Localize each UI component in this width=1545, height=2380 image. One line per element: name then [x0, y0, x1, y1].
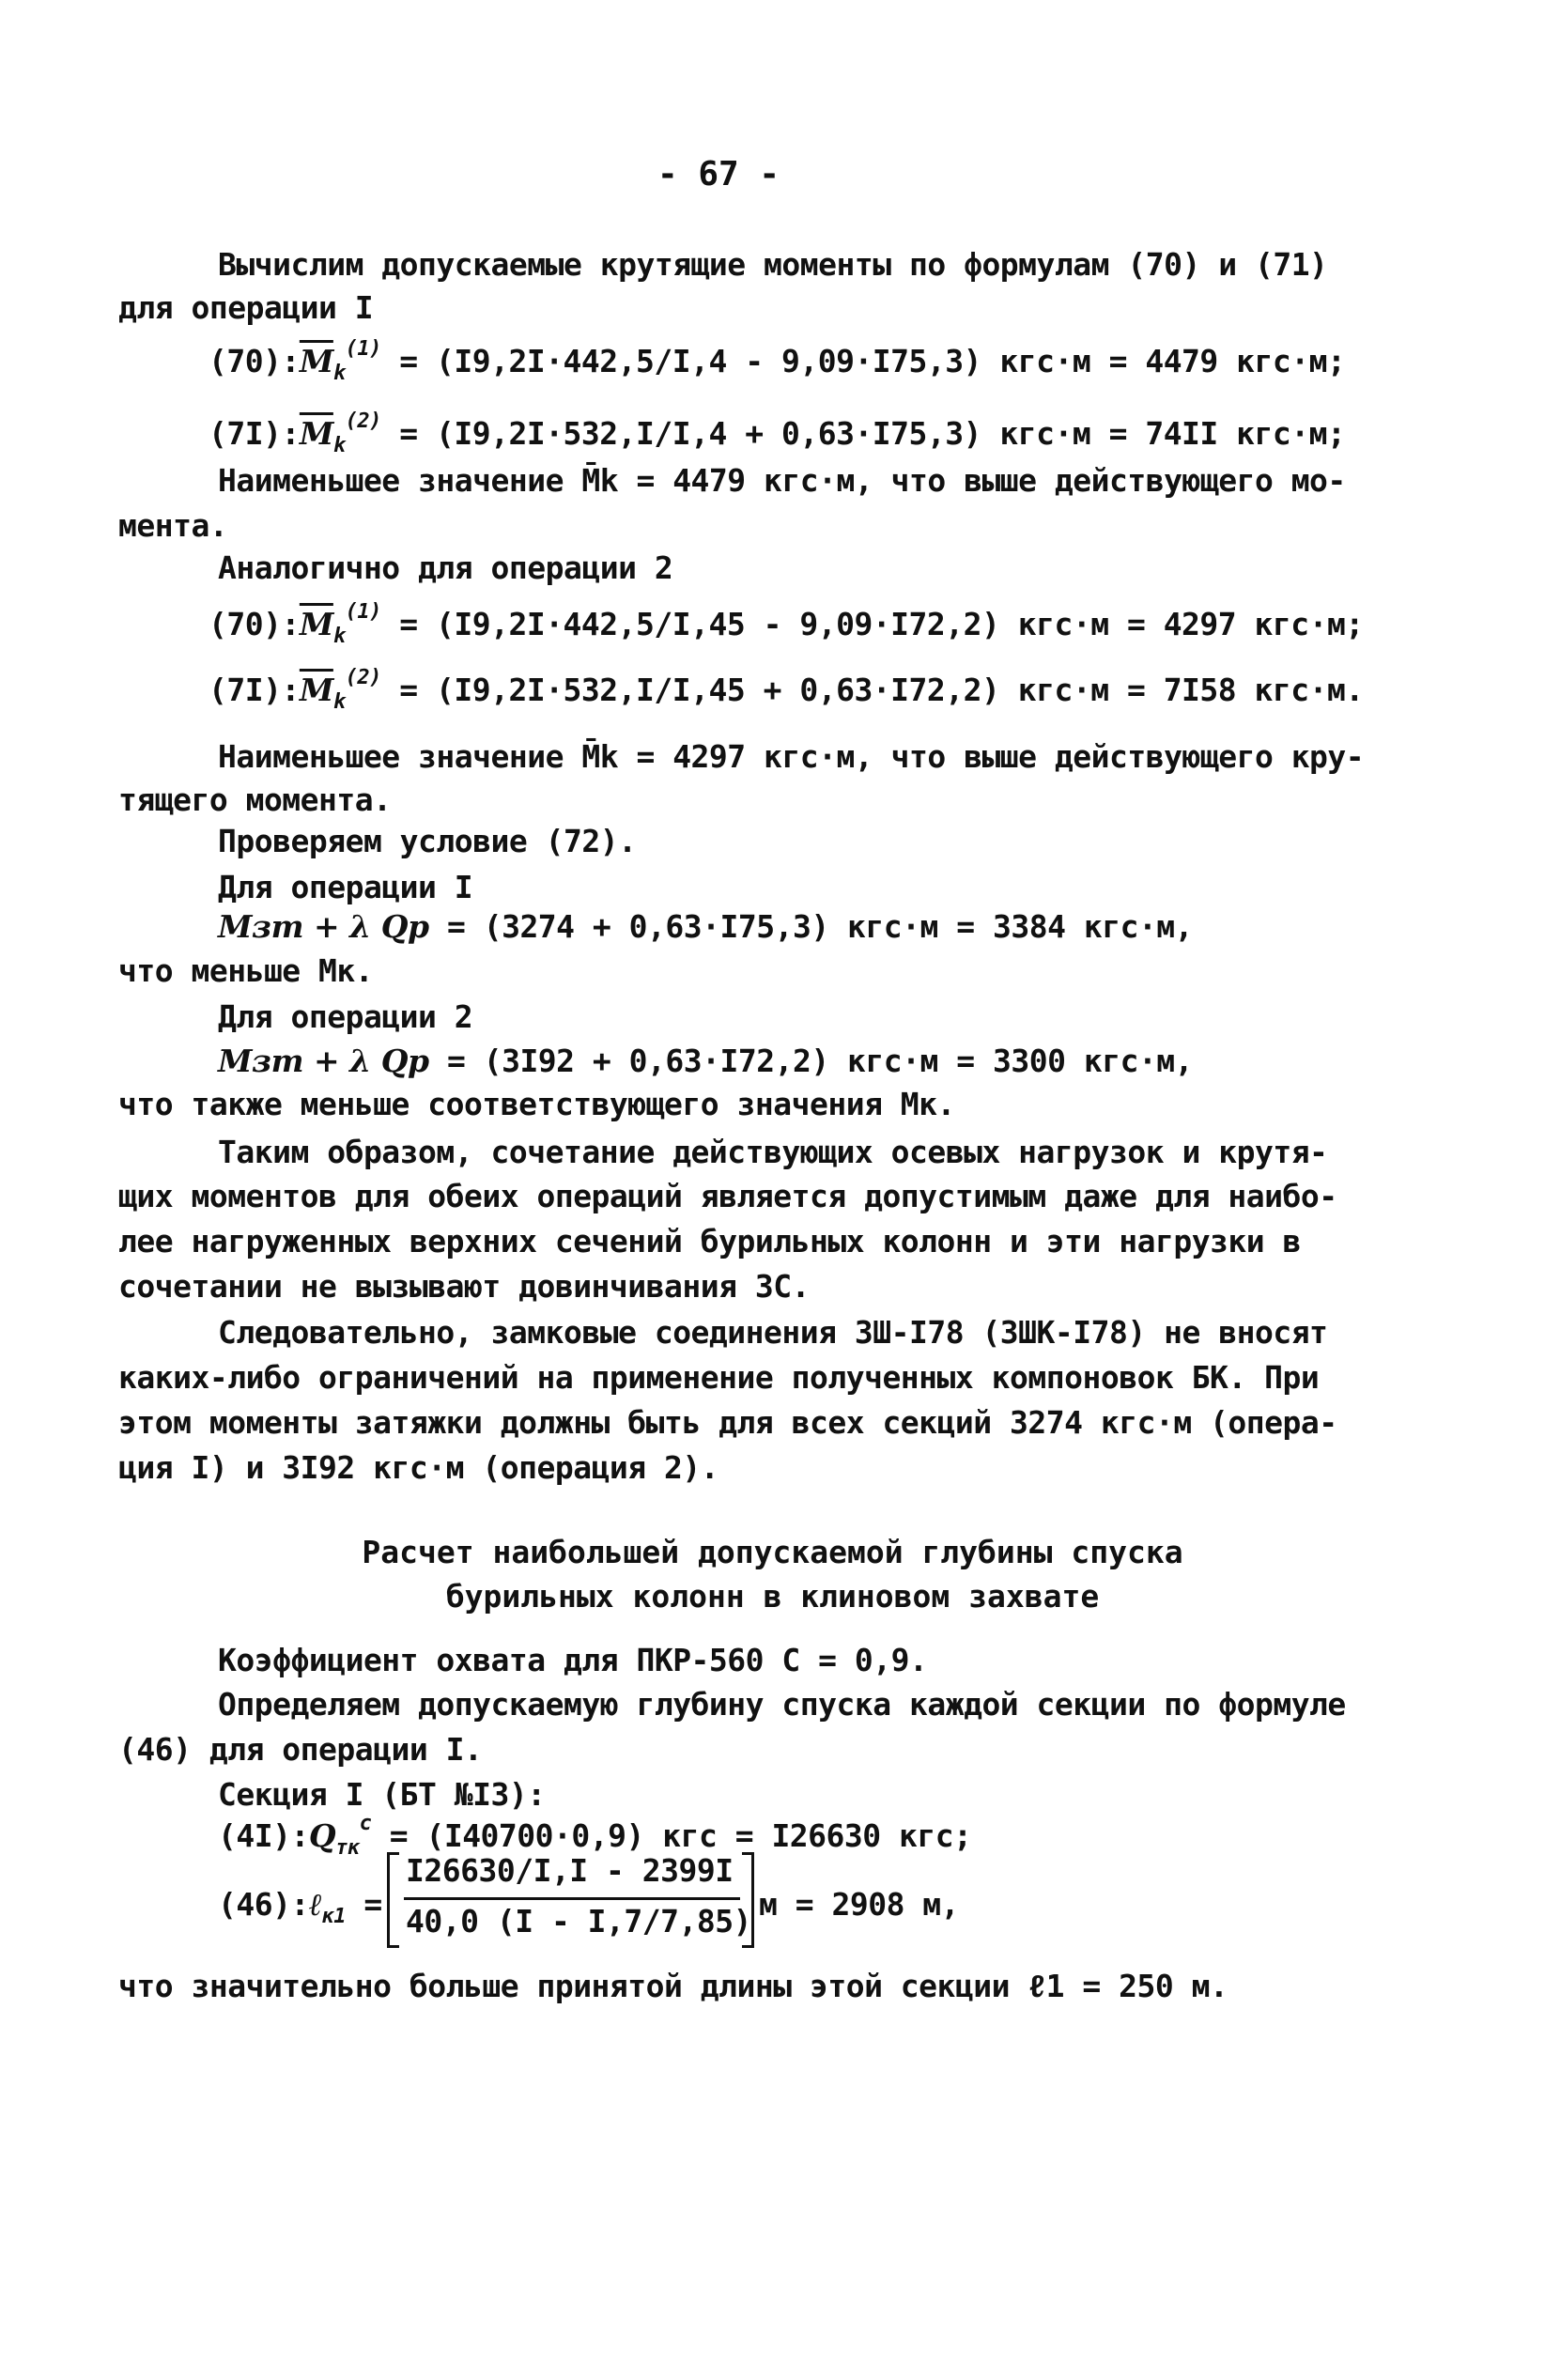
equation-lhs: Mзт + λ Qр — [218, 1043, 429, 1079]
equation-tag: (7I): — [209, 672, 300, 708]
equation-tag: (70): — [209, 606, 300, 642]
paragraph-line: тящего момента. — [118, 781, 392, 818]
superscript: (1) — [345, 337, 381, 361]
subscript: k — [332, 625, 346, 648]
paragraph-line: что значительно больше принятой длины этой секции ℓ1 = 250 м. — [118, 1968, 1228, 2004]
superscript: (2) — [345, 410, 381, 433]
paragraph-line: Определяем допускаемую глубину спуска каждой секции по формуле — [218, 1686, 1346, 1723]
equation-71-op1 — [209, 410, 1346, 457]
equation-71-op2 — [209, 666, 1364, 714]
symbol: ℓ — [308, 1886, 322, 1923]
paragraph-line: Наименьшее значение M̄k = 4479 кгс·м, что выше действующего мо- — [218, 462, 1346, 499]
paragraph-line: Таким образом, сочетание действующих осевых нагрузок и крутя- — [218, 1134, 1328, 1170]
paragraph-line: Аналогично для операции 2 — [218, 549, 673, 586]
equation-72-op1 — [218, 908, 1193, 946]
paragraph-line: Проверяем условие (72). — [218, 823, 637, 859]
paragraph-line: лее нагруженных верхних сечений бурильных колонн и эти нагрузки в — [118, 1223, 1301, 1260]
superscript: (1) — [345, 600, 381, 624]
equation-lhs: Mзт + λ Qр — [218, 908, 429, 945]
paragraph-line: ция I) и 3I92 кгс·м (операция 2). — [118, 1449, 719, 1486]
symbol: $\overline{M}$ — [299, 343, 333, 379]
equation-rhs: = (3274 + 0,63·I75,3) кгс·м = 3384 кгс·м, — [446, 908, 1194, 945]
subscript: k — [332, 434, 346, 457]
superscript: c — [359, 1812, 372, 1835]
equation-tag: (7I): — [209, 415, 300, 452]
right-bracket — [742, 1852, 754, 1948]
paragraph-line: Коэффициент охвата для ПКР-560 C = 0,9. — [218, 1642, 928, 1678]
equation-46-lhs: (46):ℓ$_{к1}$ = — [218, 1886, 382, 1928]
equation-tag: (70): — [209, 343, 300, 379]
fraction-numerator: I26630/I,I - 2399I — [406, 1852, 734, 1889]
paragraph-line: Вычислим допускаемые крутящие моменты по формулам (70) и (71) — [218, 246, 1328, 283]
paragraph-line: Наименьшее значение M̄k = 4297 кгс·м, что выше действующего кру- — [218, 738, 1365, 775]
paragraph-line: Следовательно, замковые соединения ЗШ-I78 (ЗШК-I78) не вносят — [218, 1314, 1328, 1351]
equation-rhs: = (3I92 + 0,63·I72,2) кгс·м = 3300 кгс·м, — [446, 1043, 1194, 1079]
subscript: k — [332, 690, 346, 714]
paragraph-line: что меньше Mк. — [118, 952, 374, 989]
equation-rhs: = (I40700·0,9) кгс = I26630 кгс; — [389, 1817, 972, 1854]
equation-tag: (4I): — [218, 1817, 309, 1854]
paragraph-line: Для операции 2 — [218, 998, 473, 1035]
page-number: - 67 - — [657, 155, 780, 193]
paragraph-line: сочетании не вызывают довинчивания ЗС. — [118, 1268, 810, 1305]
superscript: (2) — [345, 666, 381, 689]
subscript: тк — [335, 1836, 360, 1860]
paragraph-line: мента. — [118, 507, 228, 544]
symbol: Q — [308, 1817, 336, 1854]
equation-rhs: м = 2908 м, — [759, 1886, 960, 1923]
fraction-line — [404, 1897, 740, 1900]
paragraph-line: каких-либо ограничений на применение полученных компоновок БК. При — [118, 1359, 1320, 1396]
equation-rhs: = (I9,2I·442,5/I,45 - 9,09·I72,2) кгс·м = 4297 кгс·м; — [399, 606, 1364, 642]
equation-70-op2 — [209, 600, 1364, 648]
subscript: k — [332, 362, 346, 385]
paragraph-line: этом моменты затяжки должны быть для всех секций 3274 кгс·м (опера- — [118, 1404, 1337, 1441]
left-bracket — [387, 1852, 399, 1948]
equation-rhs: = (I9,2I·442,5/I,4 - 9,09·I75,3) кгс·м = 4479 кгс·м; — [399, 343, 1346, 379]
paragraph-line: что также меньше соответствующего значения Mк. — [118, 1086, 955, 1122]
subscript: к1 — [321, 1905, 346, 1928]
paragraph-line: для операции I — [118, 289, 374, 326]
section-heading: Расчет наибольшей допускаемой глубины спуска — [362, 1534, 1183, 1570]
symbol: $\overline{M}$ — [299, 672, 333, 708]
paragraph-line: щих моментов для обеих операций является допустимым даже для наибо- — [118, 1178, 1337, 1214]
paragraph-line: Секция I (БТ №I3): — [218, 1776, 546, 1813]
paragraph-line: (46) для операции I. — [118, 1731, 483, 1768]
equation-rhs: = (I9,2I·532,I/I,4 + 0,63·I75,3) кгс·м = 74II кгс·м; — [399, 415, 1346, 452]
equation-70-op1 — [209, 337, 1346, 385]
section-heading: бурильных колонн в клиновом захвате — [445, 1578, 1100, 1615]
symbol: $\overline{M}$ — [299, 606, 333, 642]
equation-72-op2 — [218, 1043, 1193, 1080]
fraction-denominator: 40,0 (I - I,7/7,85) — [406, 1903, 751, 1940]
equation-rhs: = (I9,2I·532,I/I,45 + 0,63·I72,2) кгс·м = 7I58 кгс·м. — [399, 672, 1364, 708]
equation-tag: (46): — [218, 1886, 309, 1923]
symbol: $\overline{M}$ — [299, 415, 333, 452]
paragraph-line: Для операции I — [218, 869, 473, 905]
